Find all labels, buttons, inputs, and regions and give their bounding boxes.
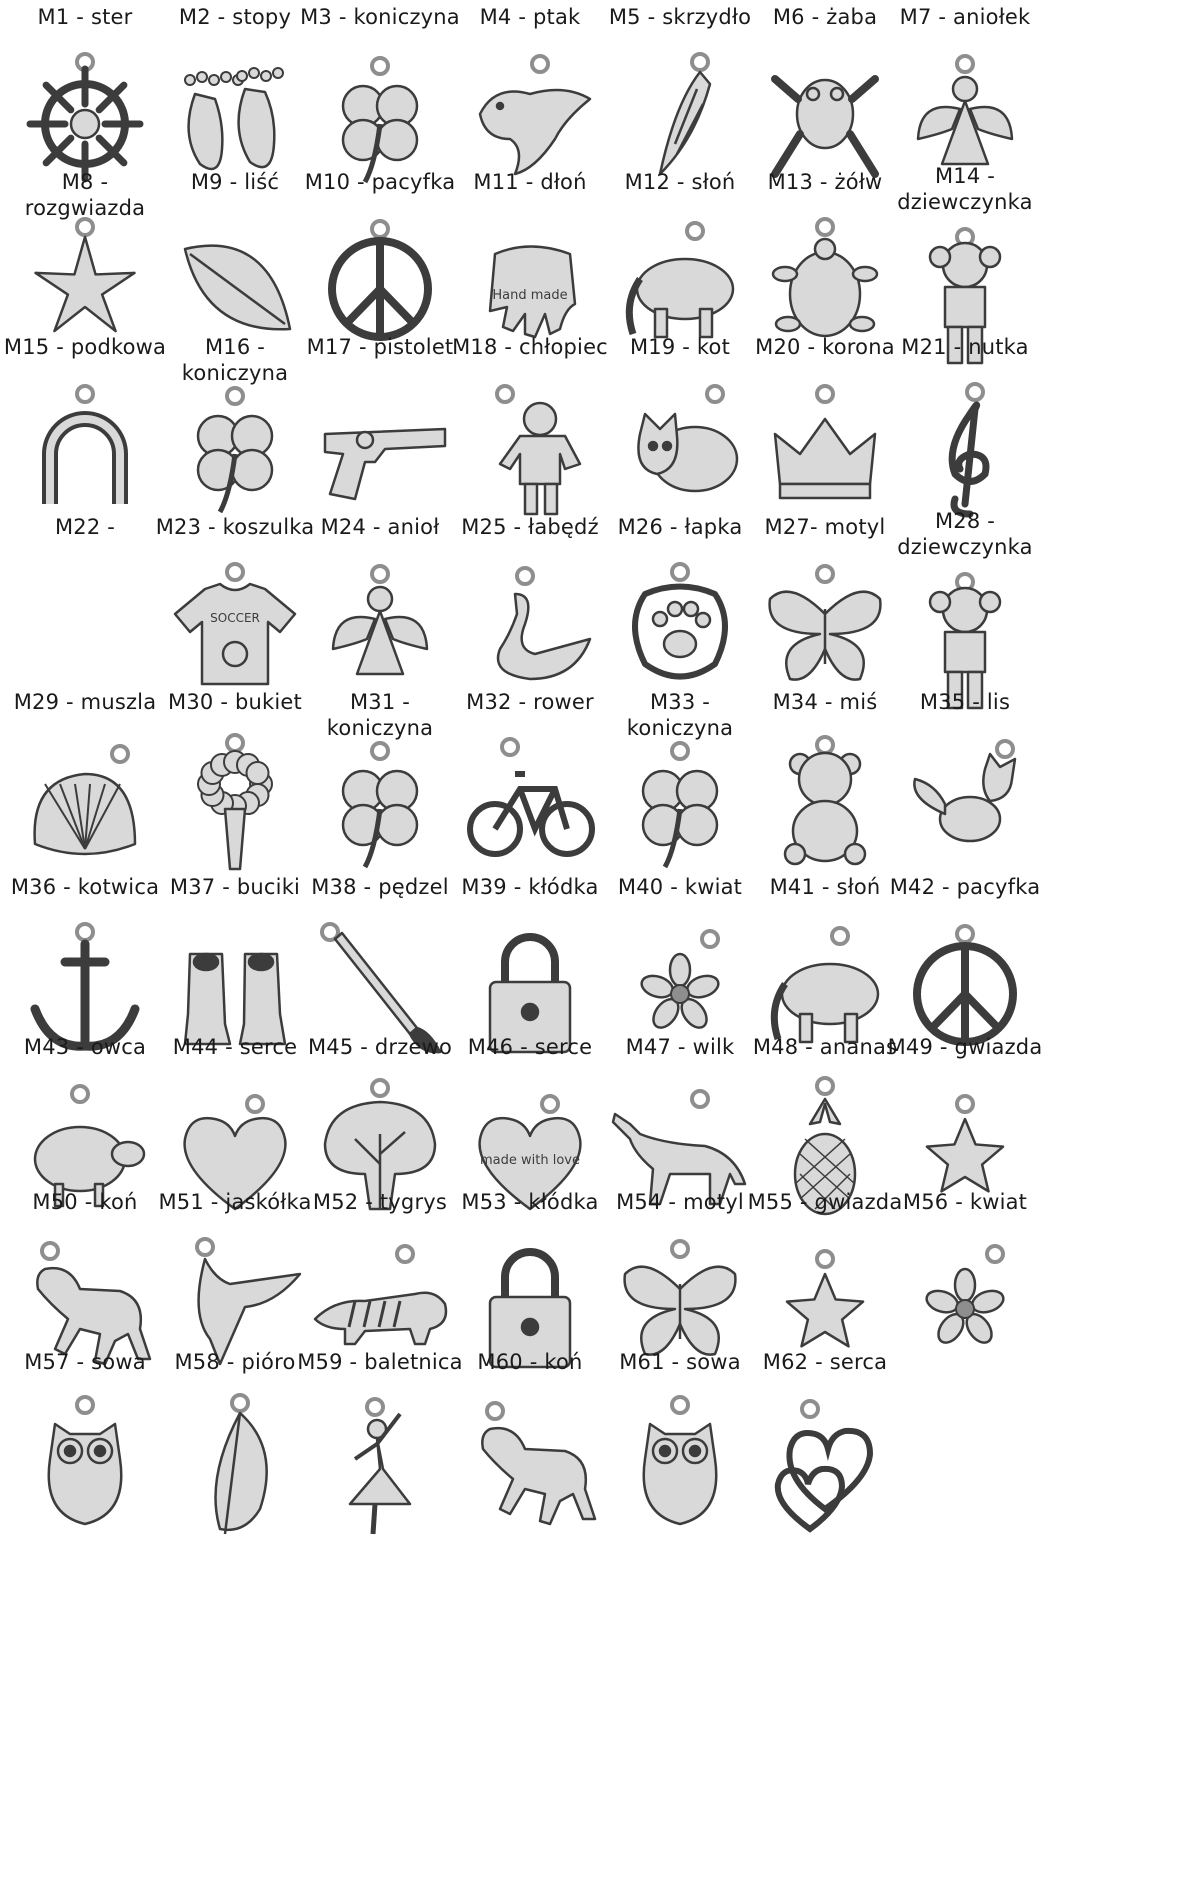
- charm-label: M26 - łapka: [617, 515, 743, 539]
- charm-label: M2 - stopy: [178, 5, 292, 29]
- charm-item: [150, 1345, 310, 1555]
- charm-label: M17 - pistolet: [306, 335, 454, 359]
- charm-label: M59 - baletnica: [297, 1350, 463, 1374]
- shell-icon: [10, 729, 160, 879]
- charm-label: M33 - koniczyna: [626, 690, 734, 740]
- butterfly-icon: [750, 554, 900, 704]
- charm-label: M19 - kot: [629, 335, 731, 359]
- charm-label: M29 - muszla: [13, 690, 157, 714]
- flower-icon: [890, 1229, 1040, 1379]
- charm-label: M28 - dziewczynka: [897, 509, 1033, 559]
- horse-icon: [455, 1389, 605, 1539]
- charm-label: M54 - motyl: [616, 1190, 744, 1214]
- charm-item: [295, 1345, 463, 1555]
- charm-label: M15 - podkowa: [3, 335, 167, 359]
- clover-icon: [605, 729, 755, 879]
- charm-label: M44 - serce: [172, 1035, 298, 1059]
- charm-label: M11 - dłoń: [473, 170, 587, 194]
- charm-label: M34 - miś: [772, 690, 878, 714]
- charm-label: M7 - aniołek: [899, 5, 1031, 29]
- charm-label: M39 - kłódka: [461, 875, 599, 899]
- charm-item: [740, 1345, 900, 1555]
- charm-item: [445, 685, 605, 895]
- ballerina-icon: [305, 1389, 455, 1539]
- charm-label: M14 - dziewczynka: [897, 164, 1033, 214]
- charm-label: M41 - słoń: [769, 875, 881, 899]
- charm-label: M1 - ster: [37, 5, 133, 29]
- cat-icon: [605, 374, 755, 524]
- charm-item: [0, 685, 160, 895]
- charm-item: [0, 330, 167, 540]
- charm-label: M50 - koń: [32, 1190, 138, 1214]
- charm-label: M42 - pacyfka: [889, 875, 1041, 899]
- charm-item: [295, 330, 455, 540]
- charm-label: M36 - kotwica: [10, 875, 160, 899]
- charm-label: M46 - serce: [467, 1035, 593, 1059]
- clover-icon: [160, 374, 310, 524]
- charm-label: M37 - buciki: [169, 875, 301, 899]
- horseshoe-icon: [10, 374, 160, 524]
- charm-label: M13 - żółw: [767, 170, 883, 194]
- charm-label: M20 - korona: [755, 335, 895, 359]
- charm-label: M25 - łabędź: [461, 515, 599, 539]
- charm-label: M40 - kwiat: [617, 875, 743, 899]
- charm-label: M8 - rozgwiazda: [24, 170, 146, 220]
- pistol-icon: [305, 374, 455, 524]
- charm-item: [295, 685, 455, 895]
- charm-label: M57 - sowa: [24, 1350, 146, 1374]
- charm-label: M55 - gwiazda: [747, 1190, 903, 1214]
- charm-label: M51 - jaskółka: [158, 1190, 312, 1214]
- treble-clef-icon: [890, 374, 1040, 524]
- charm-label: M52 - tygrys: [312, 1190, 448, 1214]
- bouquet-icon: [160, 729, 310, 879]
- teddy-bear-icon: [750, 729, 900, 879]
- bicycle-icon: [455, 729, 605, 879]
- charm-item: [740, 330, 900, 540]
- owl-icon: [10, 1389, 160, 1539]
- charm-label: M48 - ananas: [752, 1035, 898, 1059]
- charm-label: M9 - liść: [190, 170, 280, 194]
- charm-item: [880, 685, 1040, 895]
- charm-label: M5 - skrzydło: [608, 5, 752, 29]
- charm-item: [150, 330, 310, 540]
- svg-text:made with love: made with love: [480, 1153, 580, 1168]
- charm-label: M61 - sowa: [619, 1350, 741, 1374]
- charm-item: [740, 685, 900, 895]
- charm-item: [595, 330, 755, 540]
- charm-item: [0, 1345, 160, 1555]
- charm-label: M60 - koń: [477, 1350, 583, 1374]
- charm-label: M35 - lis: [919, 690, 1011, 714]
- charm-label: M43 - owca: [23, 1035, 147, 1059]
- paw-icon: [605, 554, 755, 704]
- charm-label: M47 - wilk: [625, 1035, 735, 1059]
- charm-label: M3 - koniczyna: [300, 5, 460, 29]
- angel-icon: [305, 554, 455, 704]
- charm-label: M56 - kwiat: [902, 1190, 1028, 1214]
- charm-label: M45 - drzewo: [307, 1035, 453, 1059]
- charm-label: M18 - chłopiec: [452, 335, 608, 359]
- charm-label: M23 - koszulka: [155, 515, 315, 539]
- crown-icon: [750, 374, 900, 524]
- swan-icon: [455, 554, 605, 704]
- svg-text:SOCCER: SOCCER: [210, 611, 260, 625]
- shirt-icon: [160, 554, 310, 704]
- charm-item: [445, 1345, 605, 1555]
- charm-label: M49 - gwiazda: [887, 1035, 1043, 1059]
- charm-label: M62 - serca: [762, 1350, 888, 1374]
- charm-label: M6 - żaba: [772, 5, 878, 29]
- charm-item: [595, 1345, 755, 1555]
- feather-icon: [160, 1389, 310, 1539]
- owl-icon: [605, 1389, 755, 1539]
- charm-label: M38 - pędzel: [311, 875, 449, 899]
- charm-item: [150, 685, 310, 895]
- charm-label: M27- motyl: [764, 515, 886, 539]
- fox-icon: [890, 729, 1040, 879]
- charm-label: M53 - kłódka: [461, 1190, 599, 1214]
- boy-icon: [455, 374, 605, 524]
- charm-label: M31 - koniczyna: [326, 690, 434, 740]
- svg-text:Hand made: Hand made: [492, 288, 568, 303]
- charm-label: M58 - pióro: [174, 1350, 296, 1374]
- charm-label: M22 -: [54, 515, 116, 539]
- charm-item: [595, 685, 755, 895]
- charm-label: M12 - słoń: [624, 170, 736, 194]
- charm-label: M24 - anioł: [320, 515, 440, 539]
- charm-label: M30 - bukiet: [168, 690, 302, 714]
- charm-label: M4 - ptak: [479, 5, 581, 29]
- charm-label: M10 - pacyfka: [304, 170, 456, 194]
- charm-label: M16 - koniczyna: [181, 335, 289, 385]
- hearts-icon: [750, 1389, 900, 1539]
- charm-label: M32 - rower: [466, 690, 594, 714]
- clover-icon: [305, 729, 455, 879]
- charm-label: M21 - nutka: [901, 335, 1029, 359]
- charm-item: [445, 330, 608, 540]
